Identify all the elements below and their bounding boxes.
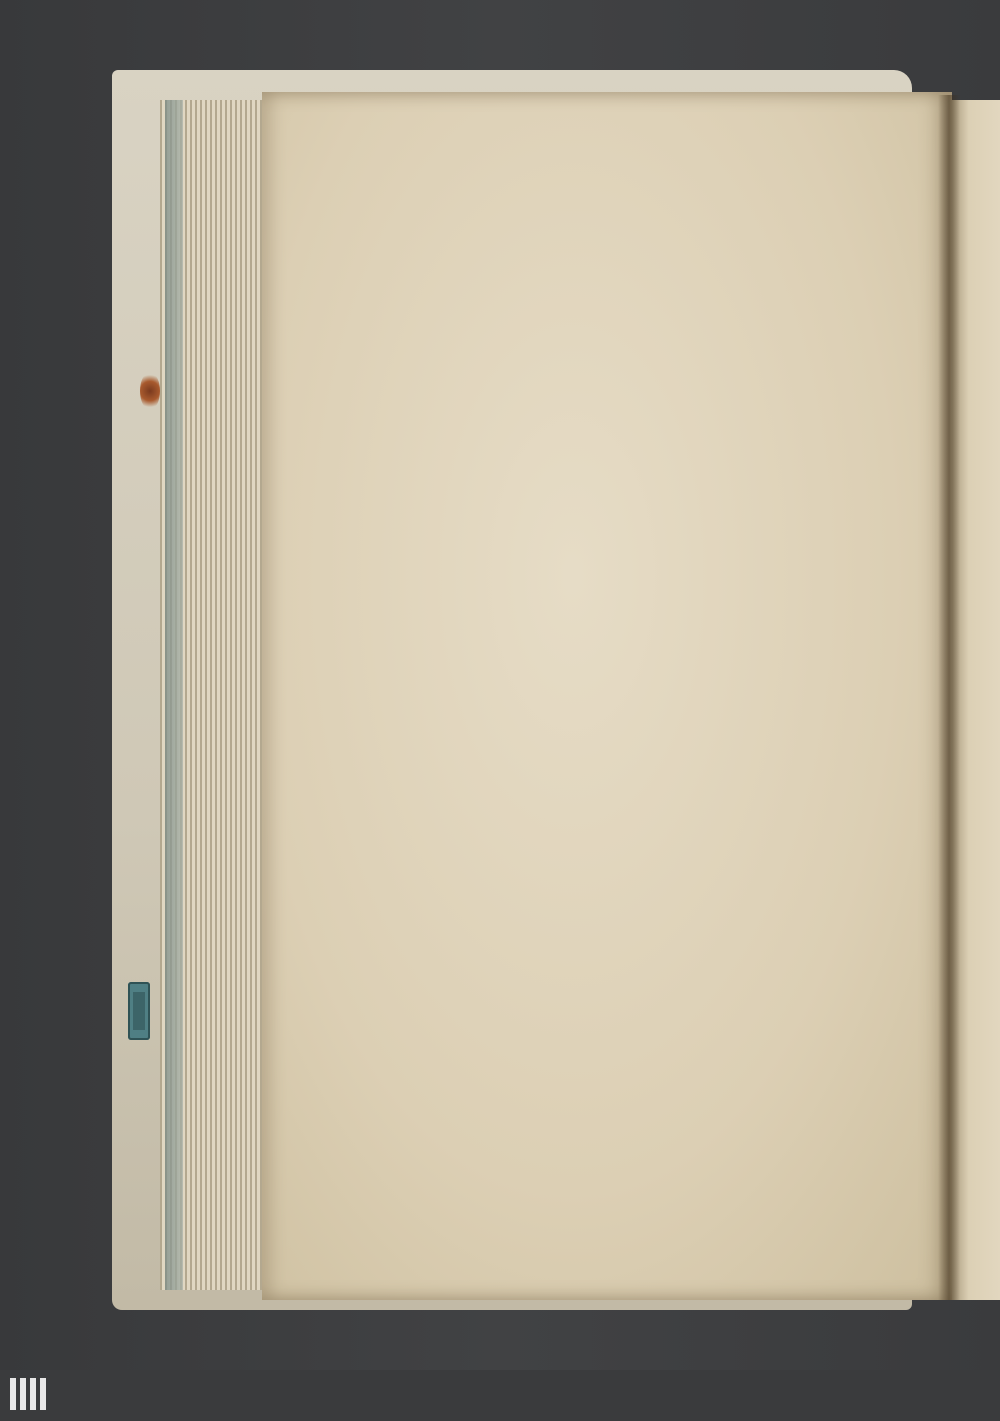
book-clasp: [128, 982, 150, 1040]
gutter-shadow: [938, 95, 960, 1300]
library-logo-icon: [8, 1374, 48, 1416]
decorated-initial: [396, 668, 460, 760]
left-page: [262, 92, 952, 1300]
rust-stain: [140, 372, 160, 410]
page-edges-shadow: [165, 100, 183, 1290]
footer-bar: [0, 1370, 1000, 1421]
